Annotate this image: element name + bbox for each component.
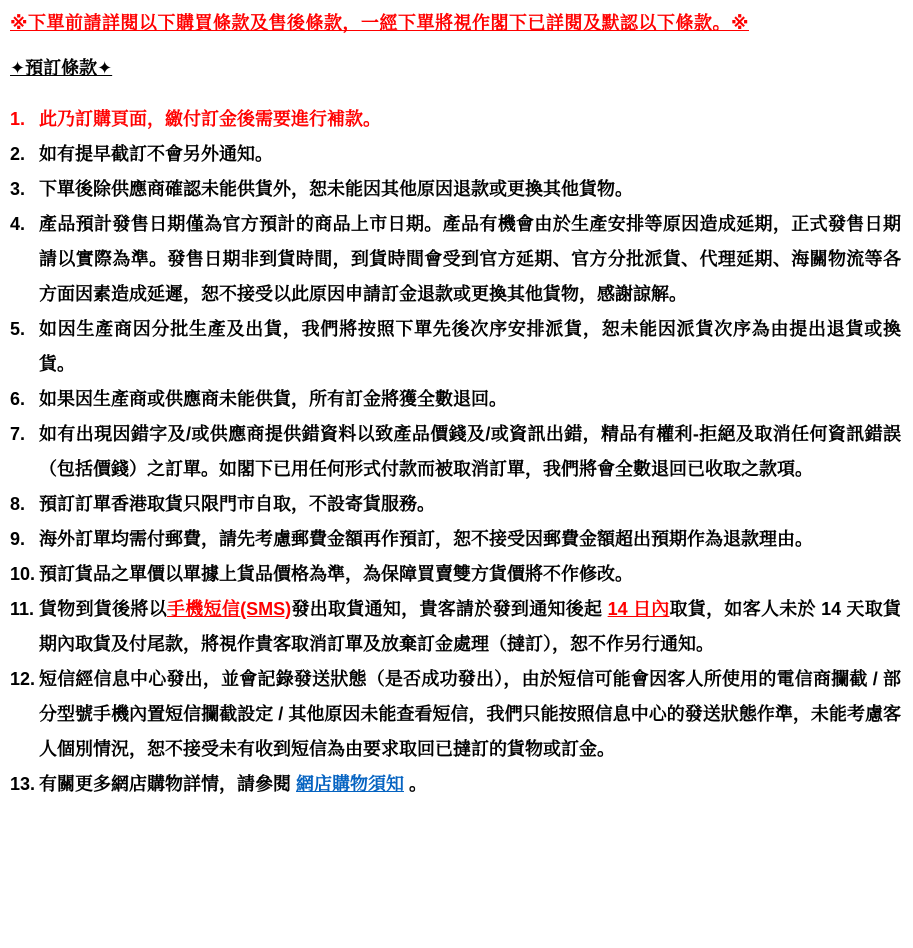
term-text: 如有提早截訂不會另外通知。 — [39, 144, 273, 164]
section-heading: ✦預訂條款✦ — [10, 58, 113, 78]
term-number: 1. — [10, 109, 26, 129]
page-title: ※下單前請詳閱以下購買條款及售後條款，一經下單將視作閣下已詳閱及默認以下條款。※ — [10, 13, 749, 33]
term-number: 13. — [10, 774, 36, 794]
terms-list — [10, 102, 901, 802]
term-text: 如有出現因錯字及/或供應商提供錯資料以致產品價錢及/或資訊出錯，精品有權利-拒絕及取消任何資訊錯誤（包括價錢）之訂單。如閣下已用任何形式付款而被取消訂單，我們將會全數退回已收取之款項。 — [39, 424, 901, 479]
term-text — [39, 592, 901, 662]
term-item-7 — [10, 417, 901, 487]
term-number: 4. — [10, 214, 26, 234]
term-text-segment: 。 — [404, 774, 428, 794]
term-text: 下單後除供應商確認未能供貨外，恕未能因其他原因退款或更換其他貨物。 — [39, 179, 633, 199]
term-item-4 — [10, 207, 901, 312]
term-item-10 — [10, 557, 901, 592]
term-item-6 — [10, 382, 901, 417]
term-number: 2. — [10, 144, 26, 164]
term-item-12 — [10, 662, 901, 767]
sms-highlight: 手機短信(SMS) — [167, 599, 292, 619]
term-text: 預訂貨品之單價以單據上貨品價格為準，為保障買賣雙方貨價將不作修改。 — [39, 564, 633, 584]
term-number: 6. — [10, 389, 26, 409]
term-text: 如因生產商因分批生產及出貨，我們將按照下單先後次序安排派貨，恕未能因派貨次序為由提出退貨或換貨。 — [39, 319, 901, 374]
term-item-8 — [10, 487, 901, 522]
term-item-11 — [10, 592, 901, 662]
term-text-segment: 發出取貨通知，貴客請於發到通知後起 — [291, 599, 608, 619]
term-text: 產品預計發售日期僅為官方預計的商品上市日期。產品有機會由於生產安排等原因造成延期，正式發售日期請以實際為準。發售日期非到貨時間，到貨時間會受到官方延期、官方分批派貨、代理延期、海關物流等各方面因素造成延遲，恕不接受以此原因申請訂金退款或更換其他貨物，感謝諒解。 — [39, 214, 901, 304]
term-text: 預訂訂單香港取貨只限門市自取，不設寄貨服務。 — [39, 494, 435, 514]
term-number: 3. — [10, 179, 26, 199]
term-number: 8. — [10, 494, 26, 514]
term-text-segment: 有關更多網店購物詳情，請參閱 — [39, 774, 296, 794]
term-item-3 — [10, 172, 901, 207]
term-number: 5. — [10, 319, 26, 339]
term-text: 如果因生產商或供應商未能供貨，所有訂金將獲全數退回。 — [39, 389, 507, 409]
term-item-5 — [10, 312, 901, 382]
term-number: 11. — [10, 599, 35, 619]
term-text: 此乃訂購頁面，繳付訂金後需要進行補款。 — [39, 109, 381, 129]
term-item-1 — [10, 102, 901, 137]
term-text — [39, 767, 901, 802]
term-number: 12. — [10, 669, 36, 689]
pickup-deadline-highlight: 14 日內 — [607, 599, 670, 619]
term-text: 海外訂單均需付郵費，請先考慮郵費金額再作預訂，恕不接受因郵費金額超出預期作為退款理由。 — [39, 529, 813, 549]
term-item-2 — [10, 137, 901, 172]
term-text-segment: 取貨，如客人未於 14 天取貨期內取貨及付尾款，將視作貴客取消訂單及放棄訂金處理（撻訂），恕不作另行通知。 — [39, 599, 902, 654]
term-number: 10. — [10, 564, 36, 584]
term-number: 9. — [10, 529, 26, 549]
term-number: 7. — [10, 424, 26, 444]
term-text-segment: 貨物到貨後將以 — [39, 599, 168, 619]
term-text: 短信經信息中心發出，並會記錄發送狀態（是否成功發出），由於短信可能會因客人所使用的電信商攔截 / 部分型號手機內置短信攔截設定 / 其他原因未能查看短信，我們只能按照信息中心的發送狀態作準，未能考慮客人個別情況，恕不接受未有收到短信為由要求取回已撻訂的貨物或訂金。 — [39, 669, 901, 759]
term-item-13 — [10, 767, 901, 802]
term-item-9 — [10, 522, 901, 557]
shop-guide-link[interactable]: 網店購物須知 — [296, 774, 404, 794]
